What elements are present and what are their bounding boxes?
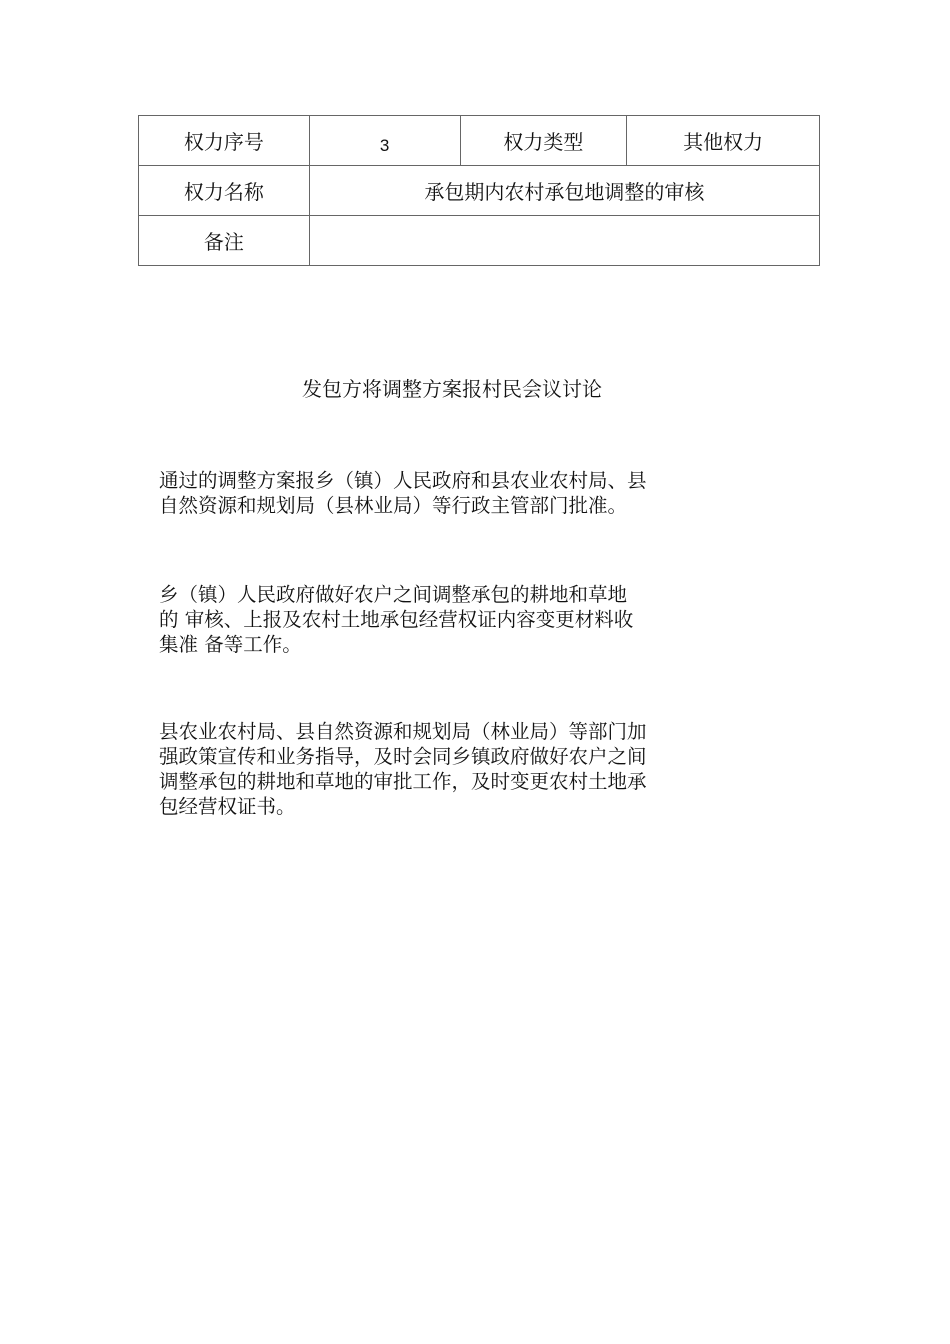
flow-step-1: 发包方将调整方案报村民会议讨论 [302,377,602,401]
power-index-value [309,116,460,166]
flow-step-2: 通过的调整方案报乡（镇）人民政府和县农业农村局、县 自然资源和规划局（县林业局）等行政主管部门批准。 [159,469,647,517]
power-type-label: 权力类型 [460,116,627,166]
power-index-number: 3 [379,135,390,155]
table-row [139,166,820,216]
table-row [139,116,820,166]
remark-label: 备注 [139,216,310,266]
power-index-label: 权力序号 [139,116,310,166]
power-name-label: 权力名称 [139,166,310,216]
power-type-value: 其他权力 [627,116,820,166]
flow-step-4: 县农业农村局、县自然资源和规划局（林业局）等部门加 强政策宣传和业务指导，及时会同乡镇政府做好农户之间 调整承包的耕地和草地的审批工作，及时变更农村土地承 包经营权证书。 [159,720,647,818]
power-info-table [138,115,820,266]
power-name-value: 承包期内农村承包地调整的审核 [309,166,819,216]
remark-value [309,216,819,266]
table-row [139,216,820,266]
flow-step-3: 乡（镇）人民政府做好农户之间调整承包的耕地和草地 的 审核、上报及农村土地承包经营权证内容变更材料收 集准 备等工作。 [159,583,634,656]
